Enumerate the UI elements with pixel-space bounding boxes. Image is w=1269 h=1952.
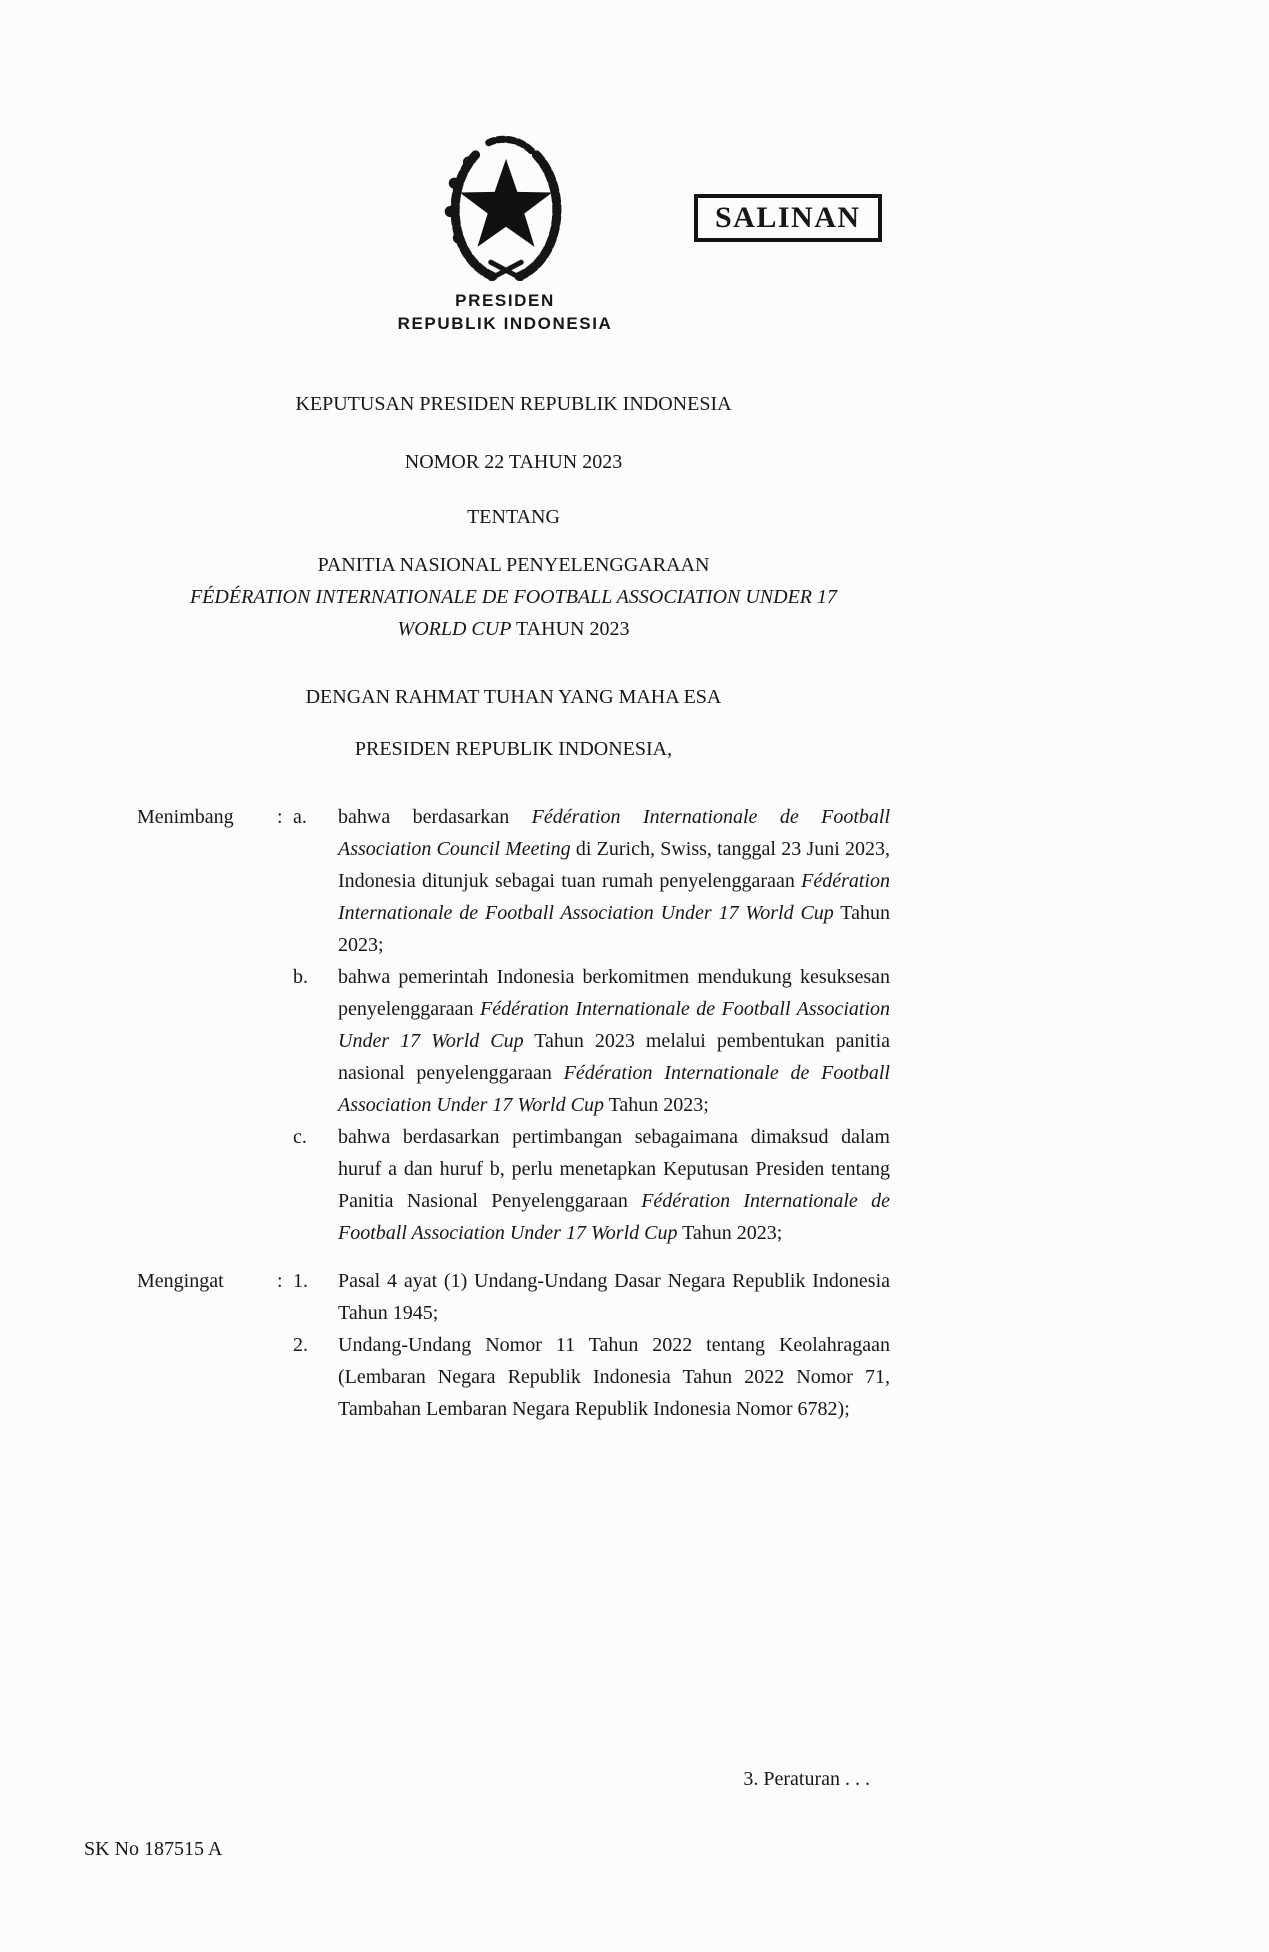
item-text: bahwa berdasarkan pertimbangan sebagaimana dimaksud dalam huruf a dan huruf b, perlu menetapkan Keputusan Presiden tentang Panitia Nasional Penyelenggaraan Fédération Internationale de Football Association Under 17 World Cup Tahun 2023; [338, 1126, 891, 1244]
item-text: bahwa pemerintah Indonesia berkomitmen mendukung kesuksesan penyelenggaraan Fédération Internationale de Football Association Under 17 World Cup Tahun 2023 melalui pembentukan panitia nasional penyelenggaraan Fédération Internationale de Football Association Under 17 World Cup Tahun 2023; [338, 966, 891, 1116]
considerations-colon: : [277, 806, 283, 828]
item-text: Undang-Undang Nomor 11 Tahun 2022 tentang Keolahragaan (Lembaran Negara Republik Indonesia Tahun 2022 Nomor 71, Tambahan Lembaran Negara Republik Indonesia Nomor 6782); [338, 1334, 890, 1420]
considerations-items [293, 801, 890, 1249]
document-body [137, 388, 890, 1425]
presidential-seal-emblem [430, 128, 582, 286]
sk-number: SK No 187515 A [84, 1838, 223, 1860]
item-text: Pasal 4 ayat (1) Undang-Undang Dasar Negara Republik Indonesia Tahun 1945; [338, 1270, 890, 1324]
consideration-item-a [293, 801, 890, 961]
item-marker: 1. [293, 1270, 308, 1292]
decree-subject-line-3: WORLD CUP TAHUN 2023 [397, 618, 630, 640]
legal-basis-item-1 [293, 1265, 890, 1329]
consideration-item-c [293, 1121, 890, 1249]
considerations-label: Menimbang [137, 806, 234, 828]
item-marker: c. [293, 1126, 307, 1148]
legal-basis-label: Mengingat [137, 1270, 224, 1292]
legal-basis-colon: : [277, 1270, 283, 1292]
legal-basis-items [293, 1265, 890, 1425]
letterhead-presiden: PRESIDEN [455, 291, 555, 310]
item-text: bahwa berdasarkan Fédération Internationale de Football Association Council Meeting di Zurich, Swiss, tanggal 23 Juni 2023, Indonesia ditunjuk sebagai tuan rumah penyelenggaraan Fédération Internationale de Football Association Under 17 World Cup Tahun 2023; [338, 806, 891, 956]
decree-about-label: TENTANG [467, 506, 560, 528]
decree-number: NOMOR 22 TAHUN 2023 [404, 451, 623, 473]
decree-subject-line-2: FÉDÉRATION INTERNATIONALE DE FOOTBALL ASSOCIATION UNDER 17 [189, 586, 838, 608]
salinan-stamp: SALINAN [694, 194, 882, 242]
legal-basis-item-2 [293, 1329, 890, 1425]
item-marker: a. [293, 806, 307, 828]
page-catchword: 3. Peraturan . . . [743, 1768, 870, 1790]
grace-invocation: DENGAN RAHMAT TUHAN YANG MAHA ESA [305, 686, 722, 708]
letterhead-republik-indonesia: REPUBLIK INDONESIA [397, 313, 613, 333]
issuer-line: PRESIDEN REPUBLIK INDONESIA, [354, 738, 673, 760]
item-marker: 2. [293, 1334, 308, 1356]
legal-basis-clause [137, 1265, 890, 1425]
letterhead [345, 290, 665, 336]
consideration-item-b [293, 961, 890, 1121]
considerations-clause [137, 801, 890, 1249]
decree-subject-line-1: PANITIA NASIONAL PENYELENGGARAAN [317, 554, 710, 576]
decree-title: KEPUTUSAN PRESIDEN REPUBLIK INDONESIA [295, 393, 732, 415]
item-marker: b. [293, 966, 308, 988]
